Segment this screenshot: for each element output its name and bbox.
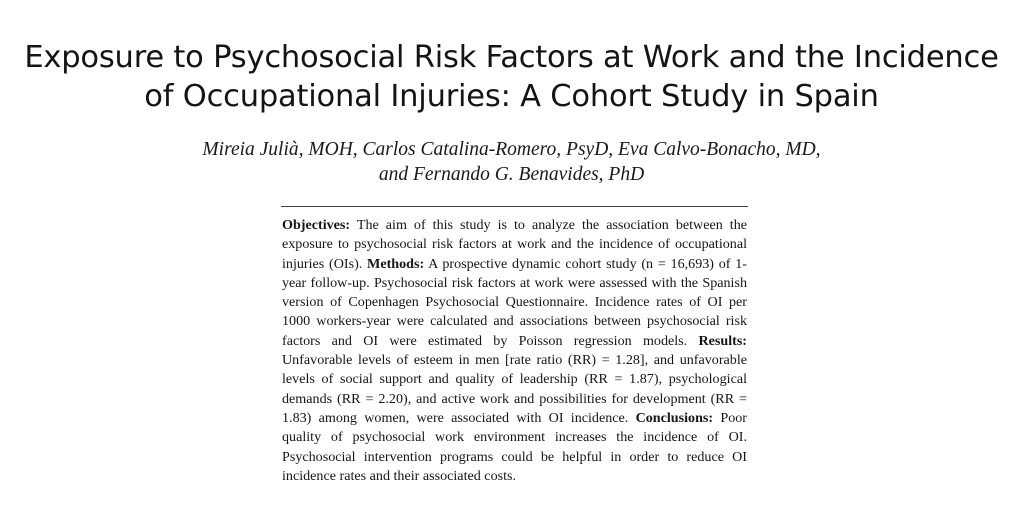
authors-line-1: Mireia Julià, MOH, Carlos Catalina-Romero, PsyD, Eva Calvo-Bonacho, MD, bbox=[202, 139, 821, 160]
abstract-divider bbox=[281, 206, 748, 207]
objectives-text: The aim of this study is to analyze the association between the exposure to psychosocial risk factors at work and the incidence of occupational injuries (OIs). bbox=[282, 217, 747, 272]
title-line-1: Exposure to Psychosocial Risk Factors at Work and the Incidence bbox=[24, 40, 999, 75]
paper-title bbox=[0, 38, 1023, 116]
methods-text: A prospective dynamic cohort study (n = 16,693) of 1-year follow-up. Psychosocial risk factors at work were assessed with the Spanish version of Copenhagen Psychosocial Questionnaire. Incidence rates of OI per 1000 workers-year were calculated and associations between psychosocial risk factors and OI were estimated by Poisson regression models. bbox=[282, 255, 747, 349]
conclusions-text: Poor quality of psychosocial work environment increases the incidence of OI. Psychosocial intervention programs could be helpful in order to reduce OI incidence rates and their associated costs. bbox=[282, 409, 747, 484]
results-text: Unfavorable levels of esteem in men [rate ratio (RR) = 1.28], and unfavorable levels of social support and quality of leadership (RR = 1.87), psychological demands (RR = 2.20), and active work and possibilities for development (RR = 1.83) among women, were associated with OI incidence. bbox=[282, 352, 747, 426]
results-label: Results: bbox=[698, 332, 747, 349]
authors-line-2: and Fernando G. Benavides, PhD bbox=[378, 164, 645, 185]
author-list bbox=[0, 137, 1023, 187]
methods-label: Methods: bbox=[367, 255, 425, 272]
conclusions-label: Conclusions: bbox=[635, 409, 714, 426]
abstract bbox=[282, 216, 747, 486]
objectives-label: Objectives: bbox=[282, 217, 351, 233]
title-line-2: of Occupational Injuries: A Cohort Study in Spain bbox=[144, 79, 879, 114]
